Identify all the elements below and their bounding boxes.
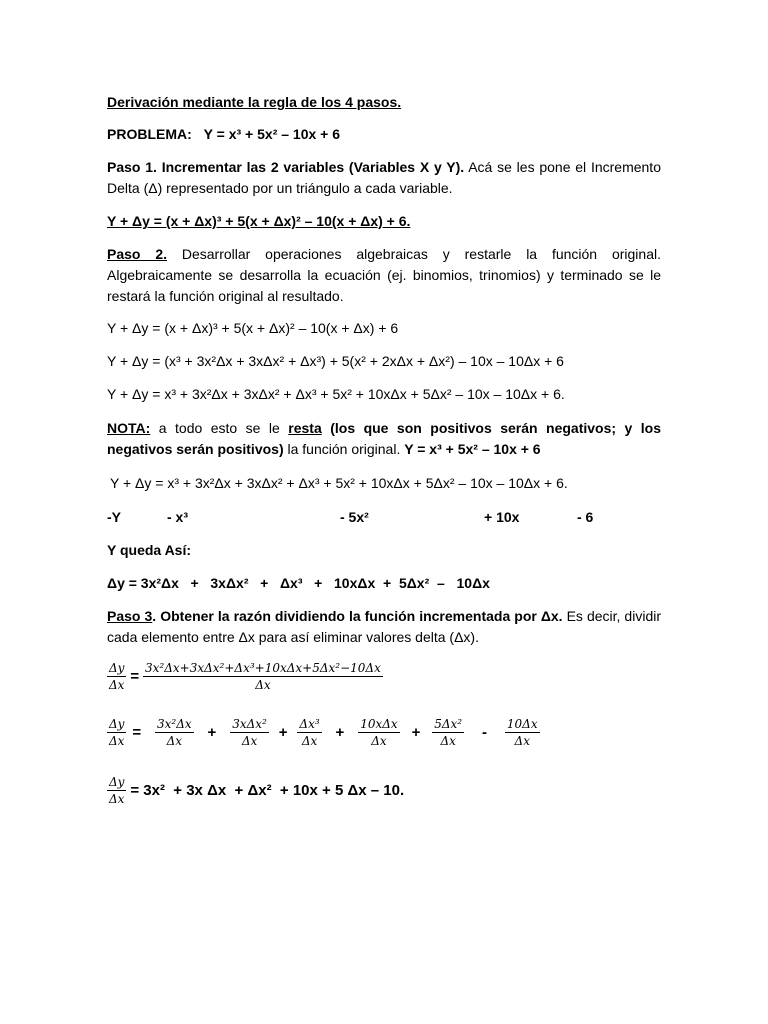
step3-bold-text: . Obtener la razón dividiendo la función incrementada por Δx. [152, 608, 563, 624]
derivative-result [107, 774, 404, 814]
result-expression: = 3x² + 3x Δx + Δx² + 10x + 5 Δx – 10. [130, 782, 405, 799]
note-label: NOTA: [107, 420, 151, 436]
subtract-term-5x2: - 5x² [340, 509, 369, 525]
full-quotient-denominator: Δx [255, 678, 271, 692]
subtraction-row [107, 507, 661, 529]
subtract-term-6: - 6 [577, 509, 594, 525]
quotient-split [107, 716, 540, 756]
step1-text: Acá se les pone el Incremento Delta (Δ) representado por un triángulo a cada variable. [107, 159, 661, 196]
note-expanded-line: Y + Δy = x³ + 3x²Δx + 3xΔx² + Δx³ + 5x² + 10xΔx + 5Δx² – 10x – 10Δx + 6. [110, 475, 568, 491]
note-text-2: la función original. [283, 441, 405, 457]
full-quotient-fraction [143, 660, 383, 693]
dy-dx-fraction: $\frac{\Delta y}{\Delta x}$ [109, 717, 125, 748]
step3-text: Es decir, dividir cada elemento entre Δx para así eliminar valores delta (Δx). [107, 608, 661, 645]
term-fraction: $\frac{\text{3x²Δx}}{\Delta x}$ [157, 717, 192, 748]
plus-sign: + [278, 724, 288, 741]
dy-dx-fraction: $\frac{\Delta y}{\Delta x}$ [109, 775, 125, 806]
step2-line-2: Y + Δy = (x³ + 3x²Δx + 3xΔx² + Δx³) + 5(x² + 2xΔx + Δx²) – 10x – 10Δx + 6 [107, 353, 564, 369]
quotient-full [107, 660, 383, 700]
document-title: Derivación mediante la regla de los 4 pasos. [107, 94, 402, 110]
subtract-term-x3: - x³ [167, 509, 188, 525]
step3-paragraph [107, 606, 661, 648]
equals-sign: = [132, 724, 142, 741]
note-bold-text: (los que son positivos serán negativos; y los negativos serán positivos) [107, 420, 661, 457]
step2-heading: Paso 2. [107, 246, 167, 262]
plus-sign: + [207, 724, 217, 741]
subtract-term-y: -Y [107, 509, 121, 525]
step2-paragraph [107, 244, 661, 307]
plus-sign: + [411, 724, 421, 741]
result-label: Y queda Así: [107, 542, 192, 558]
problem-statement [107, 124, 661, 145]
step1-paragraph [107, 157, 661, 199]
step2-text: Desarrollar operaciones algebraicas y restarle la función original. Algebraicamente se desarrolla la ecuación (ej. binomios, trinomios) y terminado se le restará la función original al resultado. [107, 246, 661, 304]
note-paragraph [107, 418, 661, 460]
note-resta: resta [288, 420, 322, 436]
equals-sign: = [130, 668, 140, 685]
plus-sign: + [335, 724, 345, 741]
step2-line-3: Y + Δy = x³ + 3x²Δx + 3xΔx² + Δx³ + 5x² + 10xΔx + 5Δx² – 10x – 10Δx + 6. [107, 386, 565, 402]
step1-formula: Y + Δy = (x + Δx)³ + 5(x + Δx)² – 10(x + Δx) + 6. [107, 213, 411, 229]
result-formula: Δy = 3x²Δx + 3xΔx² + Δx³ + 10xΔx + 5Δx² – 10Δx [107, 575, 490, 591]
note-formula: Y = x³ + 5x² – 10x + 6 [404, 441, 541, 457]
step1-heading: Paso 1. Incrementar las 2 variables (Variables X y Y). [107, 159, 465, 175]
minus-sign: - [482, 724, 488, 741]
dy-dx-fraction: $\frac{\Delta y}{\Delta x}$ [109, 661, 125, 692]
step2-line-1: Y + Δy = (x + Δx)³ + 5(x + Δx)² – 10(x + Δx) + 6 [107, 320, 399, 336]
term-fraction: $\frac{10\Delta x}{\Delta x}$ [506, 717, 538, 748]
step3-heading: Paso 3 [107, 608, 153, 624]
term-fraction: $\frac{\text{5Δx²}}{\Delta x}$ [434, 717, 463, 748]
subtract-term-10x: + 10x [484, 509, 520, 525]
term-fraction: $\frac{\text{10xΔx}}{\Delta x}$ [360, 717, 398, 748]
full-quotient-numerator: 3x²Δx+3xΔx²+Δx³+10xΔx+5Δx²−10Δx [145, 661, 381, 675]
term-fraction: $\frac{\text{3xΔx²}}{\Delta x}$ [232, 717, 267, 748]
problem-label: PROBLEMA: [107, 126, 192, 142]
note-text-1: a todo esto se le [150, 420, 289, 436]
problem-formula: Y = x³ + 5x² – 10x + 6 [203, 126, 341, 142]
term-fraction: $\frac{\text{Δx³}}{\Delta x}$ [299, 717, 320, 748]
